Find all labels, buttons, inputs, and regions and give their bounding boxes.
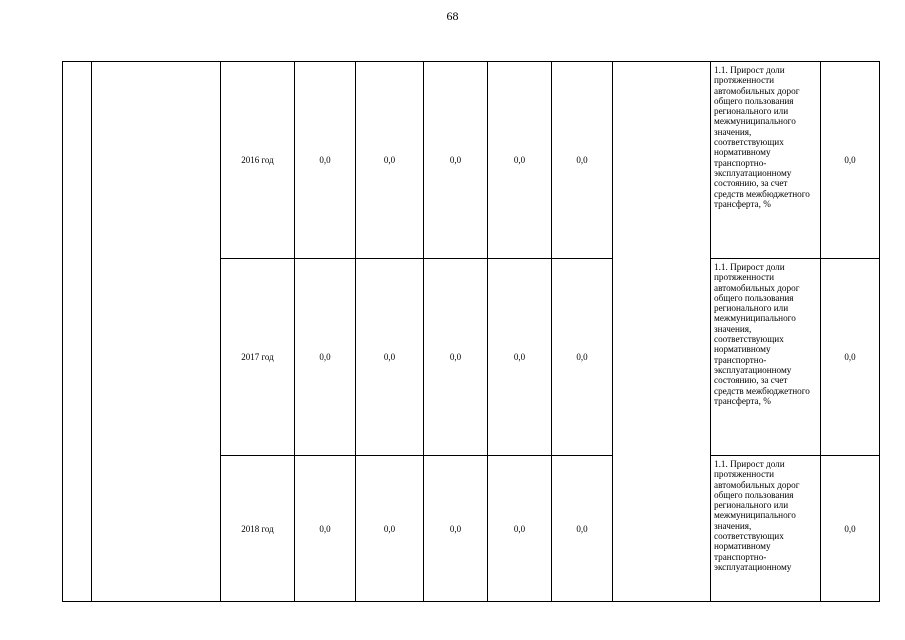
indicator-cell: 1.1. Прирост доли протяженности автомобильных дорог общего пользования регионального или межмуниципального значения, соответствующих нормативному транспортно-эксплуатационному состоянию, за счет средств межбюджетного трансферта, %: [711, 259, 821, 456]
value-cell: 0,0: [552, 62, 613, 259]
value-cell: 0,0: [295, 259, 356, 456]
indicator-cell: 1.1. Прирост доли протяженности автомобильных дорог общего пользования регионального или межмуниципального значения, соответствующих нормативному транспортно-эксплуатационному состоянию, за счет средств межбюджетного трансферта, %: [711, 62, 821, 259]
table-row: [63, 62, 880, 259]
data-table: [62, 61, 880, 602]
value-cell: 0,0: [424, 62, 488, 259]
executor-cell: [613, 62, 711, 602]
indicator-value-cell: 0,0: [821, 456, 880, 602]
value-cell: 0,0: [295, 62, 356, 259]
value-cell: 0,0: [552, 259, 613, 456]
value-cell: 0,0: [424, 259, 488, 456]
value-cell: 0,0: [488, 456, 552, 602]
value-cell: 0,0: [424, 456, 488, 602]
value-cell: 0,0: [356, 456, 424, 602]
year-cell: 2018 год: [221, 456, 295, 602]
page-number: 68: [446, 9, 459, 23]
indicator-value-cell: 0,0: [821, 62, 880, 259]
number-cell: [63, 62, 92, 602]
indicator-value-cell: 0,0: [821, 259, 880, 456]
name-cell: [92, 62, 221, 602]
value-cell: 0,0: [356, 62, 424, 259]
indicator-cell: 1.1. Прирост доли протяженности автомобильных дорог общего пользования регионального или межмуниципального значения, соответствующих нормативному транспортно-эксплуатационному: [711, 456, 821, 602]
value-cell: 0,0: [488, 259, 552, 456]
value-cell: 0,0: [488, 62, 552, 259]
value-cell: 0,0: [552, 456, 613, 602]
value-cell: 0,0: [356, 259, 424, 456]
year-cell: 2016 год: [221, 62, 295, 259]
year-cell: 2017 год: [221, 259, 295, 456]
value-cell: 0,0: [295, 456, 356, 602]
